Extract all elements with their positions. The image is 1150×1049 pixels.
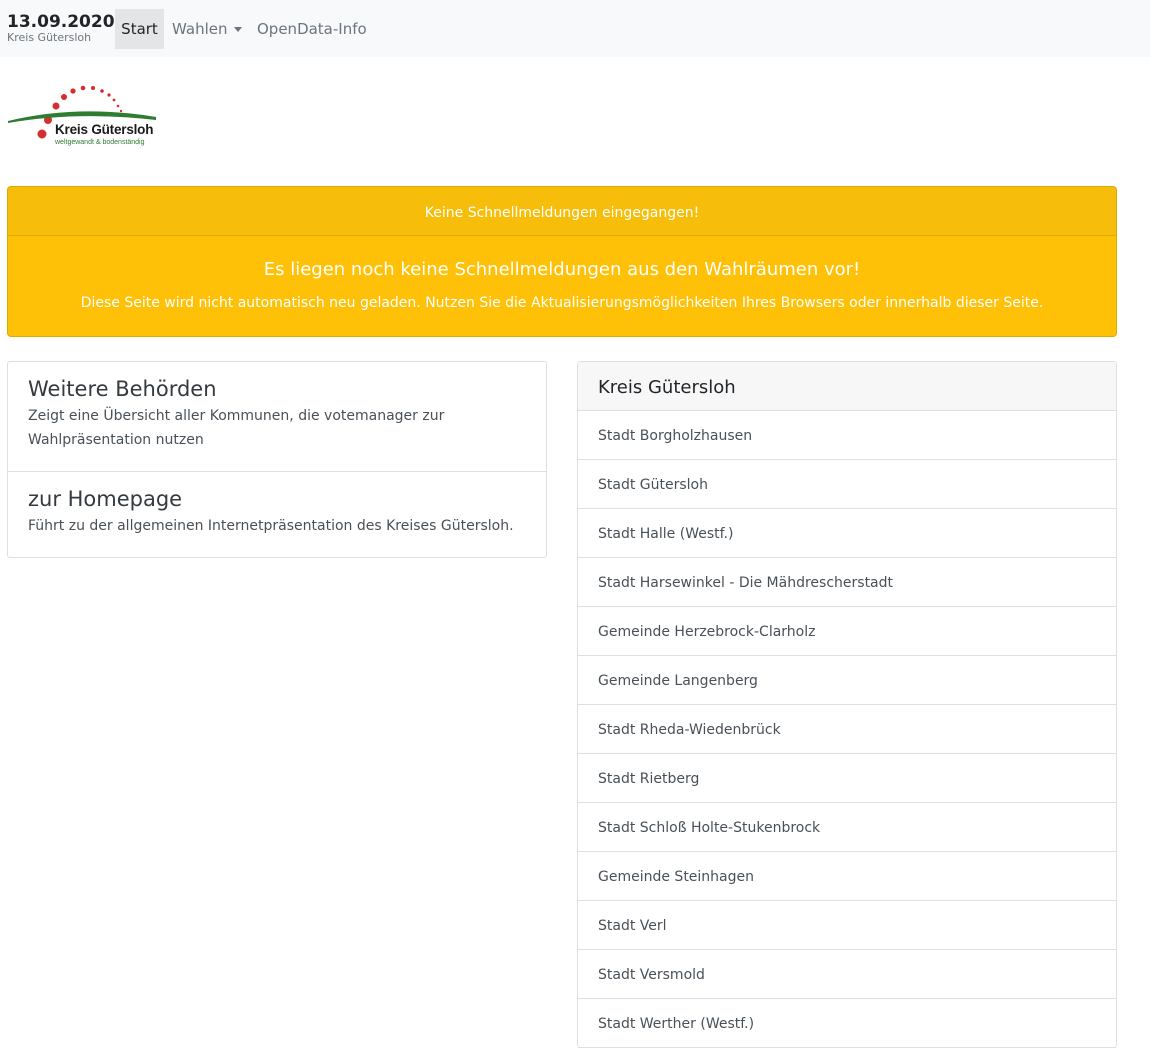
kreis-logo[interactable]: [8, 84, 158, 150]
logo-dot: [81, 86, 86, 91]
logo-dot: [38, 130, 47, 139]
link-title: Weitere Behörden: [28, 377, 217, 401]
logo-dot: [70, 88, 75, 93]
logo-dot: [53, 103, 60, 110]
alert-title: Es liegen noch keine Schnellmeldungen aus den Wahlräumen vor!: [263, 259, 861, 280]
top-navbar: [0, 0, 1150, 57]
logo-dot: [61, 94, 67, 100]
nav-wahlen-label: Wahlen: [172, 20, 228, 38]
logo-dot: [91, 86, 95, 90]
list-item[interactable]: Stadt Gütersloh: [578, 460, 1116, 509]
list-item[interactable]: Stadt Borgholzhausen: [578, 411, 1116, 460]
list-item[interactable]: Gemeinde Steinhagen: [578, 852, 1116, 901]
brand-subtitle: Kreis Gütersloh: [7, 31, 92, 44]
nav-start[interactable]: Start: [115, 9, 164, 49]
no-reports-alert: [7, 186, 1117, 337]
link-description: Zeigt eine Übersicht aller Kommunen, die votemanager zur Wahlpräsentation nutzen: [28, 408, 445, 448]
link-weitere-behoerden[interactable]: [8, 362, 546, 471]
links-list: [7, 361, 547, 558]
link-homepage[interactable]: [8, 471, 546, 557]
list-item[interactable]: Stadt Harsewinkel - Die Mähdrescherstadt: [578, 558, 1116, 607]
chevron-down-icon: [234, 27, 242, 32]
logo-dot: [117, 105, 120, 108]
municipality-list-header: Kreis Gütersloh: [578, 362, 1116, 411]
nav-wahlen-dropdown[interactable]: [172, 9, 242, 49]
link-title: zur Homepage: [28, 487, 183, 511]
alert-text: Diese Seite wird nicht automatisch neu geladen. Nutzen Sie die Aktualisierungsmöglichkeiten Ihres Browsers oder innerhalb dieser Seite.: [80, 295, 1044, 311]
list-item[interactable]: Stadt Rheda-Wiedenbrück: [578, 705, 1116, 754]
logo-dot: [120, 110, 122, 112]
logo-dot: [100, 89, 104, 93]
list-item[interactable]: Stadt Versmold: [578, 950, 1116, 999]
municipality-list: [577, 361, 1117, 1048]
logo-dot: [107, 93, 110, 96]
logo-name: Kreis Gütersloh: [55, 122, 154, 137]
list-item[interactable]: Stadt Werther (Westf.): [578, 999, 1116, 1048]
election-date: 13.09.2020: [7, 12, 115, 32]
list-item[interactable]: Gemeinde Langenberg: [578, 656, 1116, 705]
list-item[interactable]: Stadt Schloß Holte-Stukenbrock: [578, 803, 1116, 852]
list-item[interactable]: Stadt Verl: [578, 901, 1116, 950]
list-item[interactable]: Stadt Rietberg: [578, 754, 1116, 803]
logo-dot: [113, 99, 116, 102]
logo-tagline: weltgewandt & bodenständig: [55, 139, 145, 146]
link-description: Führt zu der allgemeinen Internetpräsentation des Kreises Gütersloh.: [28, 518, 514, 534]
navbar-brand[interactable]: [7, 12, 115, 44]
list-item[interactable]: Gemeinde Herzebrock-Clarholz: [578, 607, 1116, 656]
nav-opendata-info[interactable]: OpenData-Info: [257, 20, 367, 38]
alert-header: Keine Schnellmeldungen eingegangen!: [8, 187, 1116, 236]
list-item[interactable]: Stadt Halle (Westf.): [578, 509, 1116, 558]
